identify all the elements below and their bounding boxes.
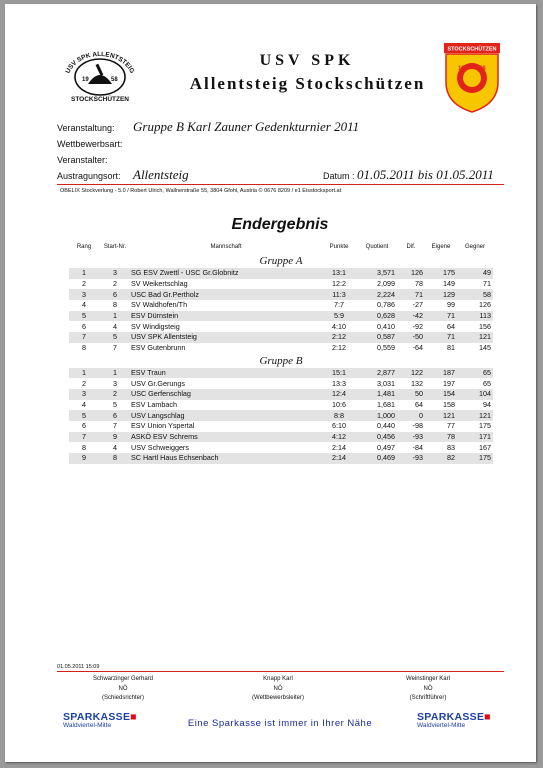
- table-cell: 2: [113, 279, 117, 289]
- table-cell: 71: [397, 289, 425, 300]
- table-cell: 2:12: [332, 343, 346, 353]
- signature-competition-leader: [218, 675, 338, 704]
- table-cell: 158: [443, 399, 455, 409]
- table-cell: -84: [412, 442, 423, 452]
- sparkasse-name: SPARKASSE: [63, 711, 131, 723]
- col-eigene: Eigene: [431, 244, 451, 250]
- table-cell: 71: [425, 332, 457, 343]
- table-row: [69, 343, 493, 354]
- table-cell: USV Langschlag: [131, 410, 321, 421]
- table-cell: SV Windigsteig: [131, 321, 180, 331]
- signature-code: NÖ: [273, 685, 283, 692]
- table-cell: 1: [69, 268, 99, 279]
- group-header-row: [69, 254, 493, 268]
- table-cell: 2:14: [332, 442, 346, 452]
- table-cell: -93: [397, 453, 425, 464]
- table-cell: 0,440: [377, 421, 395, 431]
- table-cell: 129: [425, 289, 457, 300]
- value-datum: 01.05.2011 bis 01.05.2011: [357, 167, 494, 182]
- table-cell: -50: [397, 332, 425, 343]
- table-cell: 4: [82, 300, 86, 310]
- table-cell: 9: [69, 453, 99, 464]
- table-row: [69, 332, 493, 343]
- label-veranstaltung: Veranstaltung:: [57, 123, 115, 133]
- table-cell: 0,469: [357, 453, 397, 464]
- table-row: [69, 442, 493, 453]
- shield-year-b: 58: [479, 66, 486, 72]
- table-cell: 0,497: [377, 442, 395, 452]
- header-rule: [57, 184, 504, 185]
- table-cell: 15:1: [321, 368, 357, 379]
- col-mannschaft: Mannschaft: [210, 244, 242, 250]
- document-page: [5, 4, 536, 762]
- sparkasse-s-icon: ■: [130, 711, 137, 723]
- table-cell: 4: [113, 442, 117, 452]
- table-cell: 81: [447, 343, 455, 353]
- logo-left-year-a: 19: [82, 77, 89, 83]
- sparkasse-s-icon: ■: [484, 711, 491, 723]
- table-cell: 0,456: [357, 432, 397, 443]
- signature-secretary: [368, 675, 488, 704]
- club-name-line2: Allentsteig Stockschützen: [189, 74, 426, 93]
- table-cell: 187: [425, 368, 457, 379]
- table-cell: 175: [479, 421, 491, 431]
- table-cell: USC Gerfenschlag: [131, 389, 321, 400]
- table-header-row: [69, 240, 493, 254]
- footer-rule: [57, 671, 504, 672]
- table-cell: 64: [447, 321, 455, 331]
- signature-role: (Schiedsrichter): [101, 695, 144, 701]
- group-name: Gruppe A: [259, 255, 303, 267]
- table-row: [69, 432, 493, 443]
- table-cell: 121: [457, 410, 493, 421]
- table-cell: 145: [479, 343, 491, 353]
- table-cell: 0,628: [357, 311, 397, 322]
- table-cell: 1: [99, 311, 131, 322]
- table-cell: 1,681: [377, 399, 395, 409]
- table-cell: 2,877: [357, 368, 397, 379]
- table-cell: 2: [99, 389, 131, 400]
- col-gegner: Gegner: [464, 244, 485, 250]
- table-cell: 6: [82, 321, 86, 331]
- table-cell: 3: [113, 378, 117, 388]
- table-cell: 132: [411, 378, 423, 388]
- table-cell: 1: [69, 368, 99, 379]
- table-cell: SV Weikertschlag: [131, 279, 188, 289]
- results-title: Endergebnis: [231, 216, 329, 233]
- table-cell: -64: [412, 343, 423, 353]
- software-info-line: OBELIX Stockverlung - 5.0 / Robert Ulrich, Wallnerstraße 55, 3804 Gfohl, Austria © 0676 8209 / e1 Eisstocksport.at: [60, 188, 342, 194]
- table-cell: 2:12: [321, 332, 357, 343]
- table-cell: -27: [412, 300, 423, 310]
- table-cell: 10:6: [332, 399, 346, 409]
- table-row: [69, 453, 493, 464]
- table-cell: 175: [457, 453, 493, 464]
- logo-left-year-b: 58: [111, 77, 118, 83]
- sparkasse-region: Waldviertel-Mitte: [417, 722, 466, 729]
- table-cell: 8: [113, 300, 117, 310]
- table-row: [69, 311, 493, 322]
- table-cell: 3: [69, 389, 99, 400]
- col-punkte: Punkte: [329, 244, 349, 250]
- club-logo-left: [55, 46, 145, 104]
- table-cell: 6: [82, 421, 86, 431]
- table-cell: -93: [397, 432, 425, 443]
- table-cell: 6: [99, 410, 131, 421]
- col-quotient: Quotient: [365, 244, 389, 250]
- table-cell: 6: [99, 289, 131, 300]
- sparkasse-name: SPARKASSE: [417, 711, 485, 723]
- table-cell: 154: [425, 389, 457, 400]
- table-cell: USV SPK Allentsteig: [131, 332, 321, 343]
- label-wettbewerbsart: Wettbewerbsart:: [57, 139, 123, 149]
- table-cell: 71: [425, 311, 457, 322]
- signature-role: (Wettbewerbsleiter): [252, 695, 304, 701]
- club-name-line1: USV SPK: [259, 52, 355, 69]
- table-cell: 4: [82, 399, 86, 409]
- col-startnr: Start-Nr.: [103, 244, 127, 250]
- table-cell: 0,587: [357, 332, 397, 343]
- table-cell: SV Waldhofen/Th: [131, 300, 188, 310]
- table-cell: 65: [483, 378, 491, 388]
- table-cell: 3: [99, 268, 131, 279]
- table-cell: 82: [425, 453, 457, 464]
- table-cell: 126: [397, 268, 425, 279]
- table-cell: 5: [69, 410, 99, 421]
- table-cell: 12:2: [332, 279, 346, 289]
- table-cell: 2:14: [321, 453, 357, 464]
- table-cell: 64: [415, 399, 423, 409]
- table-cell: 7:7: [334, 300, 344, 310]
- table-row: [69, 400, 493, 411]
- table-cell: 50: [397, 389, 425, 400]
- signature-name: Weinstinger Karl: [406, 676, 450, 682]
- table-cell: 104: [457, 389, 493, 400]
- table-cell: ESV Gutenbrunn: [131, 343, 186, 353]
- table-cell: 5:9: [321, 311, 357, 322]
- sparkasse-region: Waldviertel-Mitte: [63, 722, 112, 729]
- table-cell: ESV Dürnstein: [131, 311, 321, 322]
- table-cell: 5: [69, 311, 99, 322]
- table-cell: 3,031: [377, 378, 395, 388]
- table-cell: 78: [425, 432, 457, 443]
- results-table: [69, 240, 493, 464]
- table-row: [69, 389, 493, 400]
- sparkasse-logo-right: [417, 711, 491, 729]
- table-row: [69, 421, 493, 432]
- table-cell: 6:10: [332, 421, 346, 431]
- table-cell: USV Schweiggers: [131, 442, 189, 452]
- value-veranstaltung: Gruppe B Karl Zauner Gedenkturnier 2011: [133, 119, 360, 134]
- table-cell: 3,571: [357, 268, 397, 279]
- table-row: [69, 410, 493, 421]
- table-cell: 9: [99, 432, 131, 443]
- table-cell: 77: [447, 421, 455, 431]
- signature-code: NÖ: [118, 685, 128, 692]
- sparkasse-logo-left: [63, 711, 137, 729]
- table-cell: 0,410: [377, 321, 395, 331]
- table-cell: 13:1: [321, 268, 357, 279]
- table-cell: 126: [479, 300, 491, 310]
- table-cell: SG ESV Zwettl - USC Gr.Globnitz: [131, 268, 321, 279]
- table-cell: 78: [415, 279, 423, 289]
- table-row: [69, 268, 493, 279]
- table-cell: 1: [99, 368, 131, 379]
- table-cell: -98: [412, 421, 423, 431]
- label-datum: Datum :: [323, 171, 355, 181]
- table-row: [69, 321, 493, 332]
- table-cell: 113: [457, 311, 493, 322]
- table-cell: 8:8: [321, 410, 357, 421]
- table-cell: USC Bad Gr.Pertholz: [131, 289, 321, 300]
- signature-code: NÖ: [423, 685, 433, 692]
- label-austragungsort: Austragungsort:: [57, 171, 121, 181]
- table-cell: 2,099: [377, 279, 395, 289]
- table-cell: 0,786: [377, 300, 395, 310]
- table-cell: 122: [397, 368, 425, 379]
- table-cell: 7: [113, 421, 117, 431]
- shield-year-a: 19: [458, 66, 465, 72]
- signature-role: (Schriftführer): [409, 695, 447, 701]
- table-cell: 94: [483, 399, 491, 409]
- table-cell: 7: [69, 332, 99, 343]
- table-cell: 13:3: [332, 378, 346, 388]
- logo-left-bottom-text: STOCKSCHÜTZEN: [70, 96, 130, 103]
- col-rang: Rang: [76, 244, 92, 250]
- table-cell: 12:4: [321, 389, 357, 400]
- table-cell: ASKÖ ESV Schrems: [131, 432, 321, 443]
- table-cell: 0,559: [377, 343, 395, 353]
- table-cell: 4:12: [321, 432, 357, 443]
- label-veranstalter: Veranstalter:: [57, 155, 108, 165]
- signature-referee: [63, 675, 183, 704]
- table-cell: 156: [479, 321, 491, 331]
- table-cell: 2: [82, 279, 86, 289]
- table-row: [69, 368, 493, 379]
- signature-name: Schwarzinger Gerhard: [92, 676, 154, 682]
- table-cell: 4: [113, 321, 117, 331]
- table-cell: 8: [82, 343, 86, 353]
- table-cell: ESV Union Yspertal: [131, 421, 195, 431]
- sparkasse-slogan: Eine Sparkasse ist immer in Ihrer Nähe: [187, 718, 373, 729]
- table-cell: ESV Lambach: [131, 399, 177, 409]
- table-cell: -42: [397, 311, 425, 322]
- table-cell: 0: [397, 410, 425, 421]
- table-row: [69, 300, 493, 311]
- table-cell: 49: [457, 268, 493, 279]
- col-dif: Dif.: [406, 244, 416, 250]
- table-cell: SC Hartl Haus Echsenbach: [131, 453, 321, 464]
- signature-name: Knapp Karl: [263, 676, 293, 682]
- print-date: 01.05.2011 15:09: [57, 664, 100, 670]
- table-cell: 4:10: [332, 321, 346, 331]
- table-row: [69, 289, 493, 300]
- table-cell: USV Gr.Gerungs: [131, 378, 185, 388]
- table-cell: 2: [82, 378, 86, 388]
- group-name: Gruppe B: [259, 354, 303, 367]
- table-cell: 149: [443, 279, 455, 289]
- shield-banner-text: STOCKSCHÜTZEN: [447, 46, 497, 53]
- group-header-row: [69, 354, 493, 368]
- table-cell: 171: [457, 432, 493, 443]
- table-cell: 58: [457, 289, 493, 300]
- table-cell: ESV Traun: [131, 368, 321, 379]
- table-cell: 8: [99, 453, 131, 464]
- table-cell: 65: [457, 368, 493, 379]
- table-cell: 175: [425, 268, 457, 279]
- table-cell: 167: [479, 442, 491, 452]
- logo-left-arc-text: USV SPK ALLENTSTEIG: [64, 50, 136, 75]
- table-cell: 99: [447, 300, 455, 310]
- table-cell: 7: [113, 343, 117, 353]
- table-cell: 121: [425, 410, 457, 421]
- table-cell: 11:3: [321, 289, 357, 300]
- table-row: [69, 378, 493, 389]
- table-cell: 5: [113, 399, 117, 409]
- table-cell: 121: [457, 332, 493, 343]
- table-cell: 5: [99, 332, 131, 343]
- club-shield-logo: [443, 42, 503, 114]
- table-cell: 1,481: [357, 389, 397, 400]
- table-cell: 2,224: [357, 289, 397, 300]
- table-cell: 8: [82, 442, 86, 452]
- table-cell: 197: [443, 378, 455, 388]
- table-cell: 3: [69, 289, 99, 300]
- table-cell: 83: [447, 442, 455, 452]
- table-cell: 71: [483, 279, 491, 289]
- table-cell: 1,000: [357, 410, 397, 421]
- table-cell: -92: [412, 321, 423, 331]
- table-row: [69, 279, 493, 290]
- table-cell: 7: [69, 432, 99, 443]
- value-austragungsort: Allentsteig: [133, 167, 189, 182]
